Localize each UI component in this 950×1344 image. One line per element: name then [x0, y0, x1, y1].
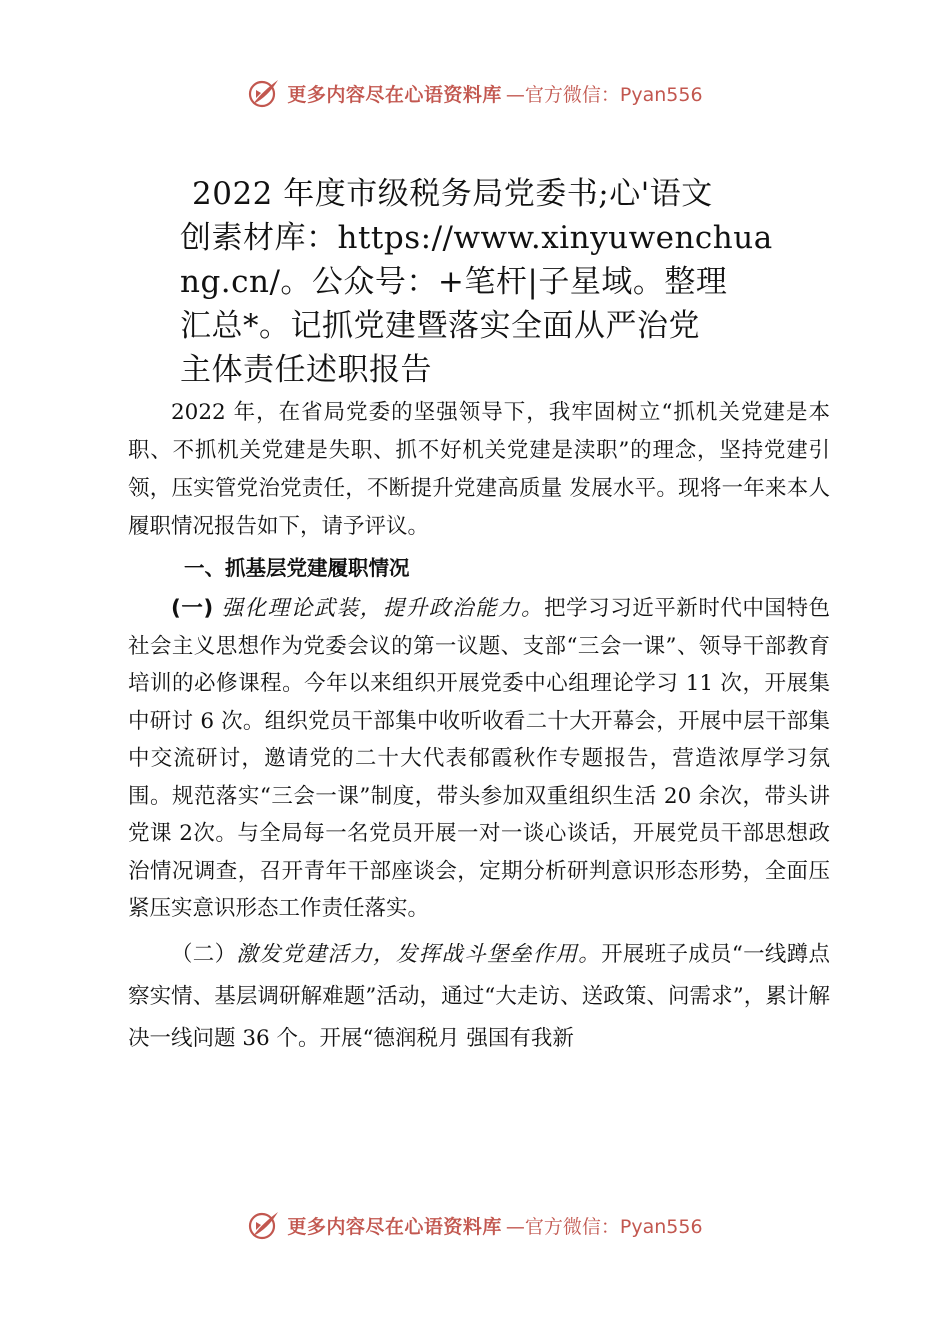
watermark-text: 更多内容尽在心语资料库: [287, 1215, 502, 1238]
title-line: 创素材库：https://www.xinyuwenchua: [180, 220, 773, 256]
subsection-1-number: (一): [171, 596, 214, 621]
subsection-1-text: 把学习习近平新时代中国特色社会主义思想作为党委会议的第一议题、支部“三会一课”、领导干部教育培训的必修课程。今年以来组织开展党委中心组理论学习 11 次，开展集中研讨 6 次。组织党员干部集中收听收看二十大开幕会，开展中层干部集中交流研讨，邀请党的二十大代表郁霞秋作专题报告，营造浓厚学习氛围。规范落实“三会一课”制度，带头参加双重组织生活 20 余次，带头讲党课 2次。与全局每一名党员开展一对一谈心谈话，开展党员干部思想政治情况调查，召开青年干部座谈会，定期分析研判意识形态形势，全面压紧压实意识形态工作责任落实。: [128, 596, 831, 921]
watermark-banner-top: [0, 73, 950, 113]
watermark-text: 更多内容尽在心语资料库: [287, 83, 502, 106]
document-body: [128, 394, 830, 1060]
document-title: [180, 172, 790, 392]
subsection-2-text: 开展班子成员“一线蹲点察实情、基层调研解难题”活动，通过“大走访、送政策、问需求”，累计解决一线问题 36 个。开展“德润税月 强国有我新: [128, 941, 830, 1051]
title-line: 2022 年度市级税务局党委书;心'语文: [192, 176, 713, 212]
title-line: ng.cn/。公众号：+笔杆|子星域。整理: [180, 264, 728, 300]
watermark-wechat: —官方微信：Pyan556: [505, 1215, 703, 1238]
watermark-wechat: —官方微信：Pyan556: [505, 83, 703, 106]
subsection-2-lead: 激发党建活力，发挥战斗堡垒作用。: [236, 941, 602, 967]
quill-logo-icon: [247, 76, 281, 110]
subsection-2-paragraph: [128, 934, 830, 1060]
watermark-banner-bottom: [0, 1205, 950, 1245]
title-line: 汇总*。记抓党建暨落实全面从严治党: [180, 308, 700, 344]
subsection-1-lead: 强化理论武装，提升政治能力。: [213, 596, 545, 621]
intro-paragraph: 2022 年，在省局党委的坚强领导下，我牢固树立“抓机关党建是本职、不抓机关党建是失职、抓不好机关党建是渎职”的理念，坚持党建引领，压实管党治党责任，不断提升党建高质量 发展水平。现将一年来本人履职情况报告如下，请予评议。: [128, 400, 830, 539]
subsection-1-paragraph: [128, 590, 830, 928]
title-line: 主体责任述职报告: [180, 352, 432, 388]
quill-logo-icon: [247, 1208, 281, 1242]
section-heading: 一、抓基层党建履职情况: [184, 556, 410, 580]
subsection-2-number: （二）: [171, 941, 237, 967]
